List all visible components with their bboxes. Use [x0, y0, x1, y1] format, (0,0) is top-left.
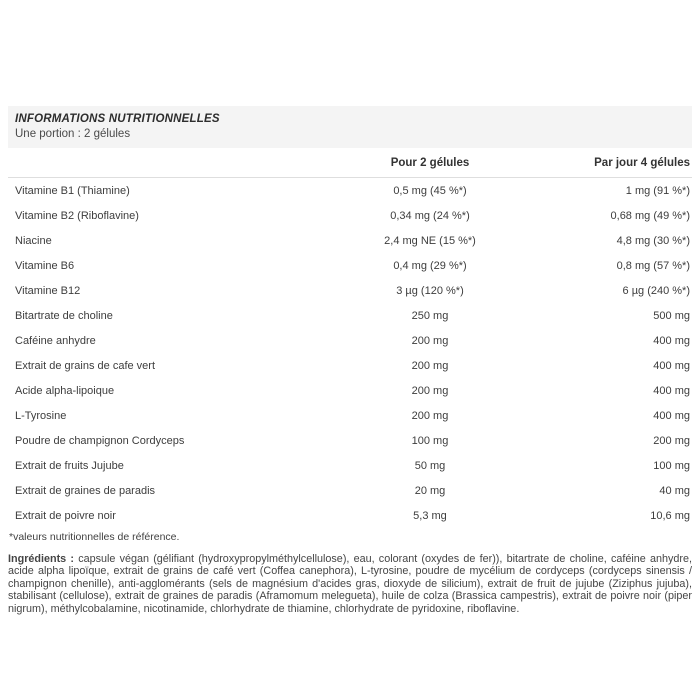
ingredients-text: capsule végan (gélifiant (hydroxypropylméthylcellulose), eau, colorant (oxydes de fer)), bitartrate de choline, caféine anhydre, acide alpha lipoïque, extrait de grains de café vert (Coffea canephora), L-tyrosine, poudre de mycélium de cordyceps (cordyceps sinensis / champignon chenille), anti-agglomérants (sels de magnésium d'acides gras, dioxyde de silicium), extrait de fruit de jujube (Ziziphus jujuba), stabilisant (cellulose), extrait de graines de paradis (Aframomum melegueta), huile de colza (Brassica campestris), extrait de poivre noir (piper nigrum), méthylcobalamine, nicotinamide, chlorhydrate de thiamine, chlorhydrate de pyridoxine, riboflavine. [8, 553, 692, 615]
table-row [8, 478, 692, 503]
info-bar [8, 106, 692, 148]
nutrient-name: Vitamine B2 (Riboflavine) [15, 209, 139, 222]
table-row [8, 303, 692, 328]
table-row [8, 228, 692, 253]
ingredients-label: Ingrédients : [8, 553, 74, 565]
nutrient-name: Caféine anhydre [15, 334, 96, 347]
table-row [8, 328, 692, 353]
table-row [8, 503, 692, 528]
table-header-row [8, 148, 692, 178]
table-row [8, 453, 692, 478]
nutrient-name: Acide alpha-lipoique [15, 384, 115, 397]
table-row [8, 203, 692, 228]
nutrient-name: L-Tyrosine [15, 409, 67, 422]
amount-per-4-capsules: 6 µg (240 %*) [622, 284, 690, 297]
table-row [8, 378, 692, 403]
reference-values-footnote: *valeurs nutritionnelles de référence. [9, 531, 180, 543]
nutrient-name: Poudre de champignon Cordyceps [15, 434, 185, 447]
serving-size-text: Une portion : 2 gélules [15, 128, 131, 140]
table-row [8, 403, 692, 428]
amount-per-2-capsules: 3 µg (120 %*) [396, 284, 464, 297]
nutrition-table [8, 148, 692, 528]
amount-per-4-capsules: 400 mg [653, 384, 690, 397]
amount-per-2-capsules: 200 mg [411, 359, 449, 372]
amount-per-4-capsules: 400 mg [653, 334, 690, 347]
amount-per-4-capsules: 0,8 mg (57 %*) [616, 259, 690, 272]
table-body [8, 178, 692, 528]
table-row [8, 428, 692, 453]
table-row [8, 278, 692, 303]
nutrient-name: Vitamine B1 (Thiamine) [15, 184, 130, 197]
nutrition-label [8, 106, 692, 615]
table-row [8, 178, 692, 203]
amount-per-2-capsules: 100 mg [411, 434, 449, 447]
amount-per-2-capsules: 200 mg [411, 334, 449, 347]
amount-per-4-capsules: 10,6 mg [650, 509, 690, 522]
amount-per-2-capsules: 5,3 mg [413, 509, 447, 522]
amount-per-4-capsules: 40 mg [659, 484, 690, 497]
amount-per-2-capsules: 0,5 mg (45 %*) [393, 184, 467, 197]
amount-per-2-capsules: 200 mg [411, 409, 449, 422]
amount-per-2-capsules: 200 mg [411, 384, 449, 397]
nutrient-name: Extrait de graines de paradis [15, 484, 156, 497]
amount-per-2-capsules: 0,4 mg (29 %*) [393, 259, 467, 272]
ingredients-paragraph [8, 550, 692, 615]
nutrient-name: Vitamine B6 [15, 259, 75, 272]
amount-per-4-capsules: 4,8 mg (30 %*) [616, 234, 690, 247]
amount-per-2-capsules: 2,4 mg NE (15 %*) [384, 234, 476, 247]
table-row [8, 353, 692, 378]
amount-per-2-capsules: 0,34 mg (24 %*) [390, 209, 470, 222]
column-header-par-jour-4-gelules: Par jour 4 gélules [594, 156, 690, 169]
nutrient-name: Extrait de grains de cafe vert [15, 359, 156, 372]
amount-per-4-capsules: 500 mg [653, 309, 690, 322]
nutrient-name: Extrait de poivre noir [15, 509, 116, 522]
nutrient-name: Niacine [15, 234, 52, 247]
amount-per-4-capsules: 200 mg [653, 434, 690, 447]
amount-per-4-capsules: 100 mg [653, 459, 690, 472]
amount-per-4-capsules: 1 mg (91 %*) [625, 184, 690, 197]
amount-per-4-capsules: 0,68 mg (49 %*) [610, 209, 690, 222]
nutrient-name: Extrait de fruits Jujube [15, 459, 124, 472]
amount-per-4-capsules: 400 mg [653, 359, 690, 372]
table-row [8, 253, 692, 278]
nutrient-name: Vitamine B12 [15, 284, 81, 297]
nutrient-name: Bitartrate de choline [15, 309, 113, 322]
amount-per-2-capsules: 20 mg [414, 484, 446, 497]
amount-per-2-capsules: 250 mg [411, 309, 449, 322]
amount-per-4-capsules: 400 mg [653, 409, 690, 422]
page-title: INFORMATIONS NUTRITIONNELLES [15, 113, 220, 125]
column-header-per-2-gelules: Pour 2 gélules [390, 156, 470, 169]
amount-per-2-capsules: 50 mg [414, 459, 446, 472]
